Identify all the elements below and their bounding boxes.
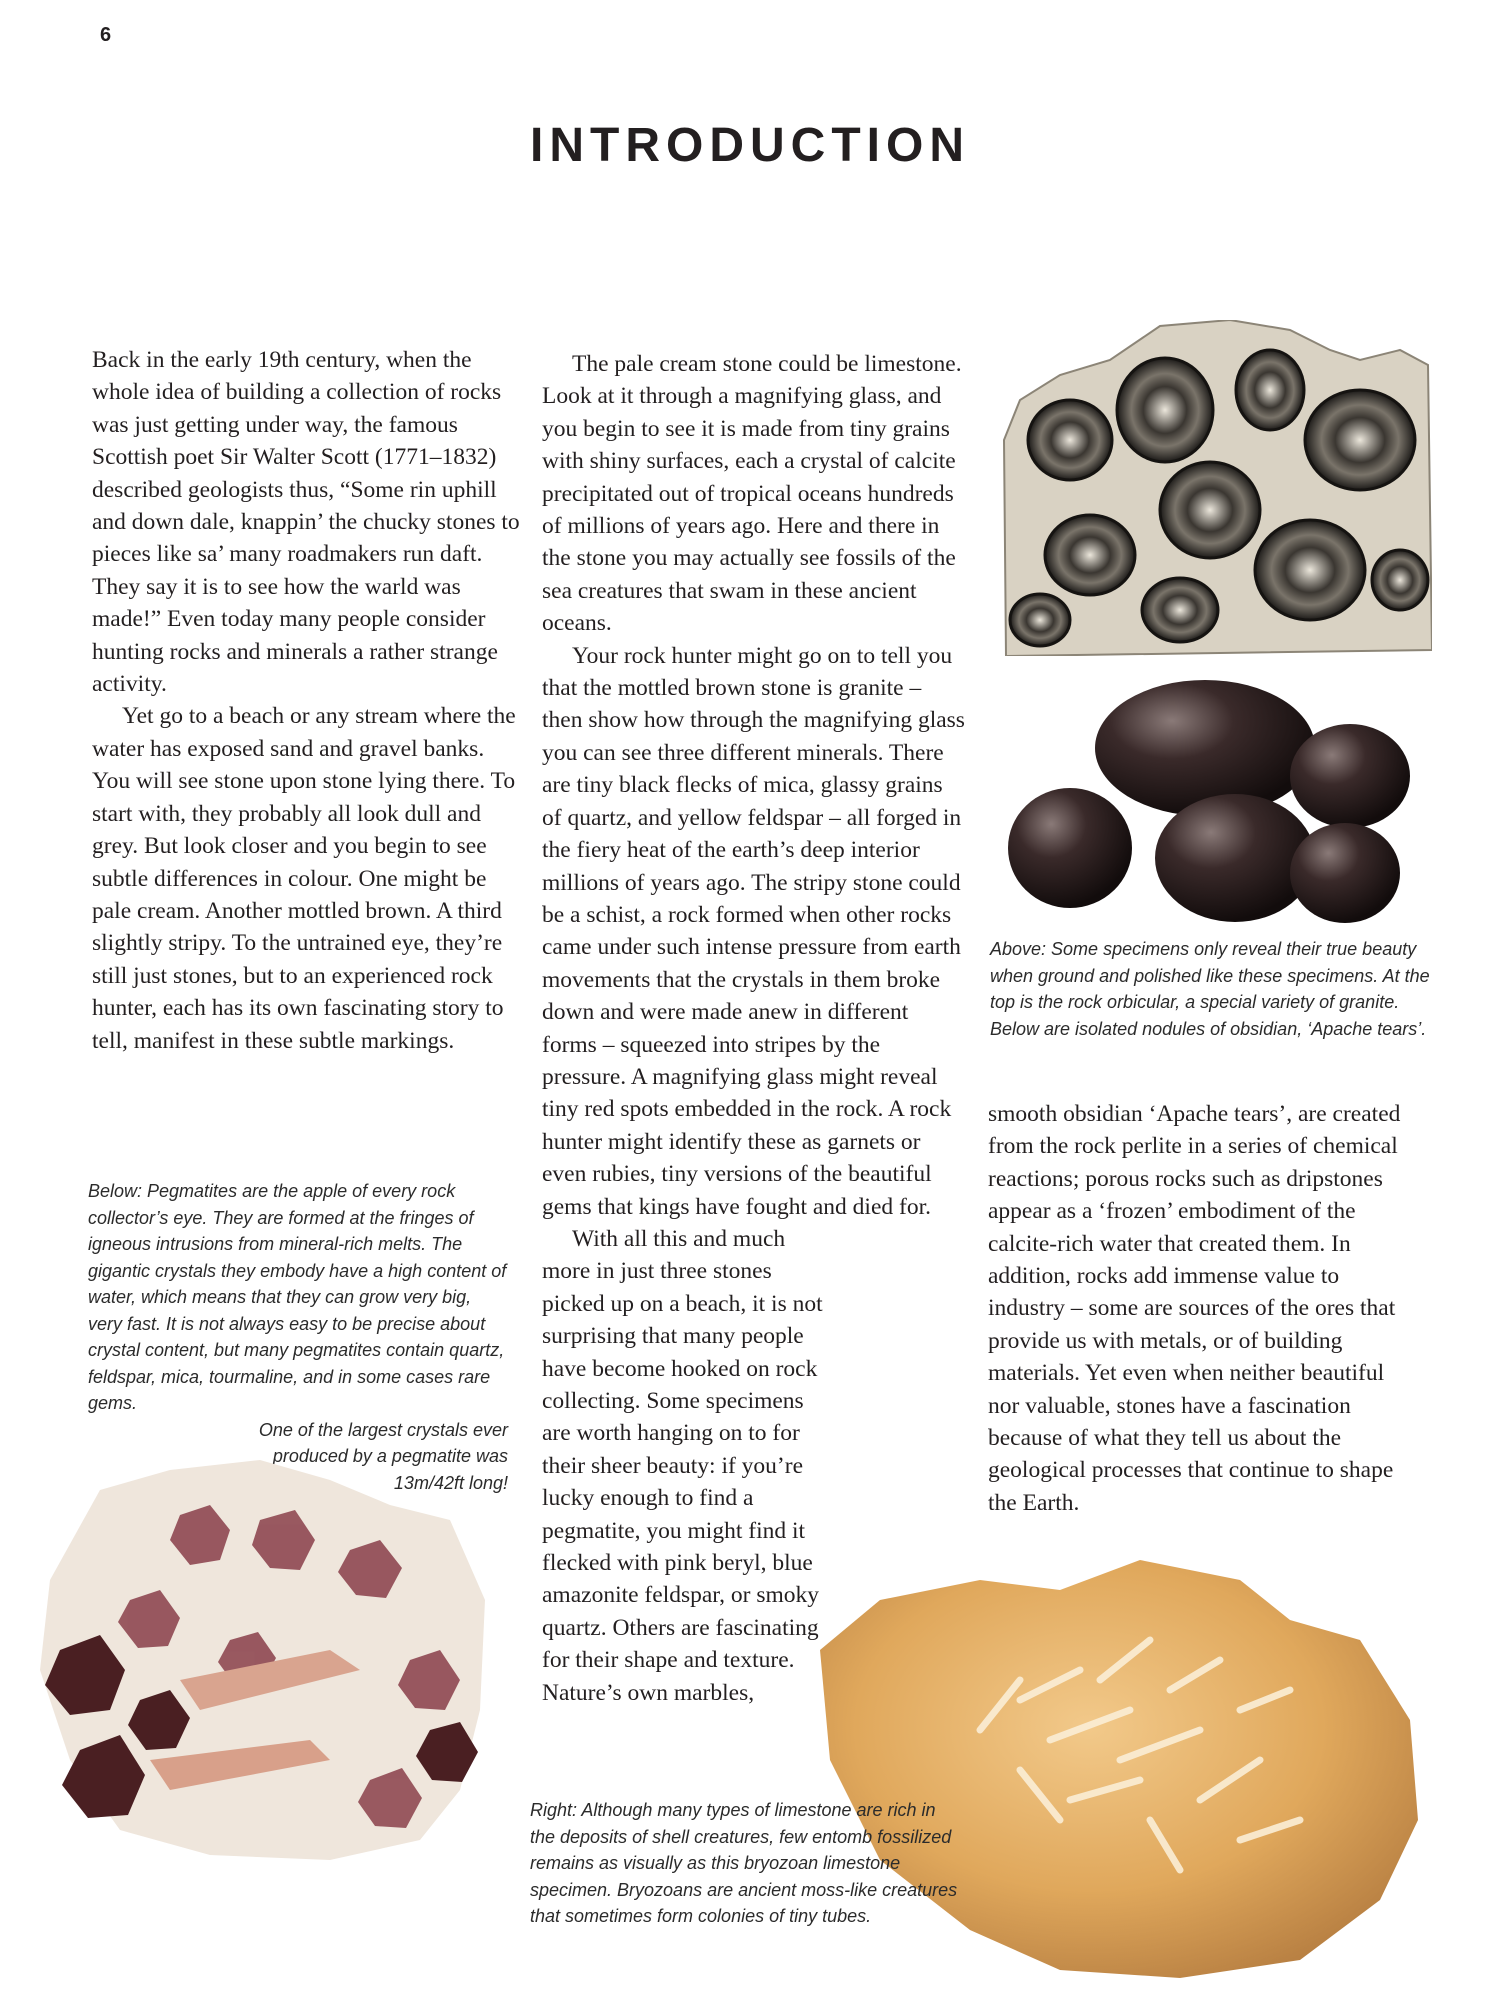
page-number: 6: [100, 24, 112, 46]
text-column-1: [92, 344, 520, 1057]
caption-pegmatite: [88, 1178, 508, 1496]
caption-pegmatite-note: One of the largest crystals ever produced by a pegmatite was 13m/42ft long!: [258, 1419, 508, 1493]
page-title: INTRODUCTION: [530, 119, 970, 172]
col1-paragraph-1: Back in the early 19th century, when the whole idea of building a collection of rocks was just getting under way, the famous Scottish poet Sir Walter Scott (1771–1832) described geologists thus, “Some rin uphill and down dale, knappin’ the chucky stones to pieces like sa’ many roadmakers run daft. They say it is to see how the warld was made!” Even today many people consider hunting rocks and minerals a rather strange activity.: [92, 347, 520, 698]
text-column-3: [988, 1098, 1413, 1519]
caption-pegmatite-text: Below: Pegmatites are the apple of every rock collector’s eye. They are formed at the fringes of igneous intrusions from mineral-rich melts. The gigantic crystals they embody have a high content of water, which means that they can grow very big, very fast. It is not always easy to be precise about crystal content, but many pegmatites contain quartz, feldspar, mica, tourmaline, and in some cases rare gems.: [88, 1181, 507, 1413]
text-column-2: [542, 348, 967, 1709]
col2-paragraph-1: The pale cream stone could be limestone. Look at it through a magnifying glass, and you begin to see it is made from tiny grains with shiny surfaces, each a crystal of calcite precipitated out of tropical oceans hundreds of millions of years ago. Here and there in the stone you may actually see fossils of the sea creatures that swam in these ancient oceans.: [542, 351, 962, 637]
col1-paragraph-2: Yet go to a beach or any stream where the water has exposed sand and gravel banks. You will see stone upon stone lying there. To start with, they probably all look dull and grey. But look closer and you begin to see subtle differences in colour. One might be pale cream. Another mottled brown. A third slightly stripy. To the untrained eye, they’re still just stones, but to an experienced rock hunter, each has its own fascinating story to tell, manifest in these subtle markings.: [92, 703, 516, 1054]
caption-polished-specimens-text: Above: Some specimens only reveal their true beauty when ground and polished like these specimens. At the top is the rock orbicular, a special variety of granite. Below are isolated nodules of obsidian, ‘Apache tears’.: [990, 939, 1430, 1039]
pegmatite-image: [30, 1460, 490, 1860]
col2-paragraph-2: Your rock hunter might go on to tell you that the mottled brown stone is granite – then show how through the magnifying glass you can see three different minerals. There are tiny black flecks of mica, glassy grains of quartz, and yellow feldspar – all forged in the fiery heat of the earth’s deep interior millions of years ago. The stripy stone could be a schist, a rock formed when other rocks came under such intense pressure from earth movements that the crystals in them broke down and were made anew in different forms – squeezed into stripes by the pressure. A magnifying glass might reveal tiny red spots embedded in the rock. A rock hunter might identify these as garnets or even rubies, tiny versions of the beautiful gems that kings have fought and died for.: [542, 642, 965, 1220]
caption-bryozoan-limestone: [530, 1797, 960, 1930]
col3-paragraph-1: smooth obsidian ‘Apache tears’, are created from the rock perlite in a series of chemical reactions; porous rocks such as dripstones appear as a ‘frozen’ embodiment of the calcite-rich water that created them. In addition, rocks add immense value to industry – some are sources of the ores that provide us with metals, or of building materials. Yet even when neither beautiful nor valuable, stones have a fascination because of what they tell us about the geological processes that continue to shape the Earth.: [988, 1101, 1401, 1516]
obsidian-apache-tears-image: [1000, 678, 1424, 924]
col2-paragraph-3: With all this and much more in just three stones picked up on a beach, it is not surprising that many people have become hooked on rock collecting. Some specimens are worth hanging on to for their sheer beauty: if you’re lucky enough to find a pegmatite, you might find it flecked with pink beryl, blue amazonite feldspar, or smoky quartz. Others are fascinating for their shape and texture. Nature’s own marbles,: [542, 1225, 823, 1706]
orbicular-granite-image: [1000, 320, 1432, 656]
caption-bryozoan-limestone-text: Right: Although many types of limestone are rich in the deposits of shell creatures, few entomb fossilized remains as visually as this bryozoan limestone specimen. Bryozoans are ancient moss-like creatures that sometimes form colonies of tiny tubes.: [530, 1800, 958, 1926]
caption-polished-specimens: [990, 936, 1430, 1042]
